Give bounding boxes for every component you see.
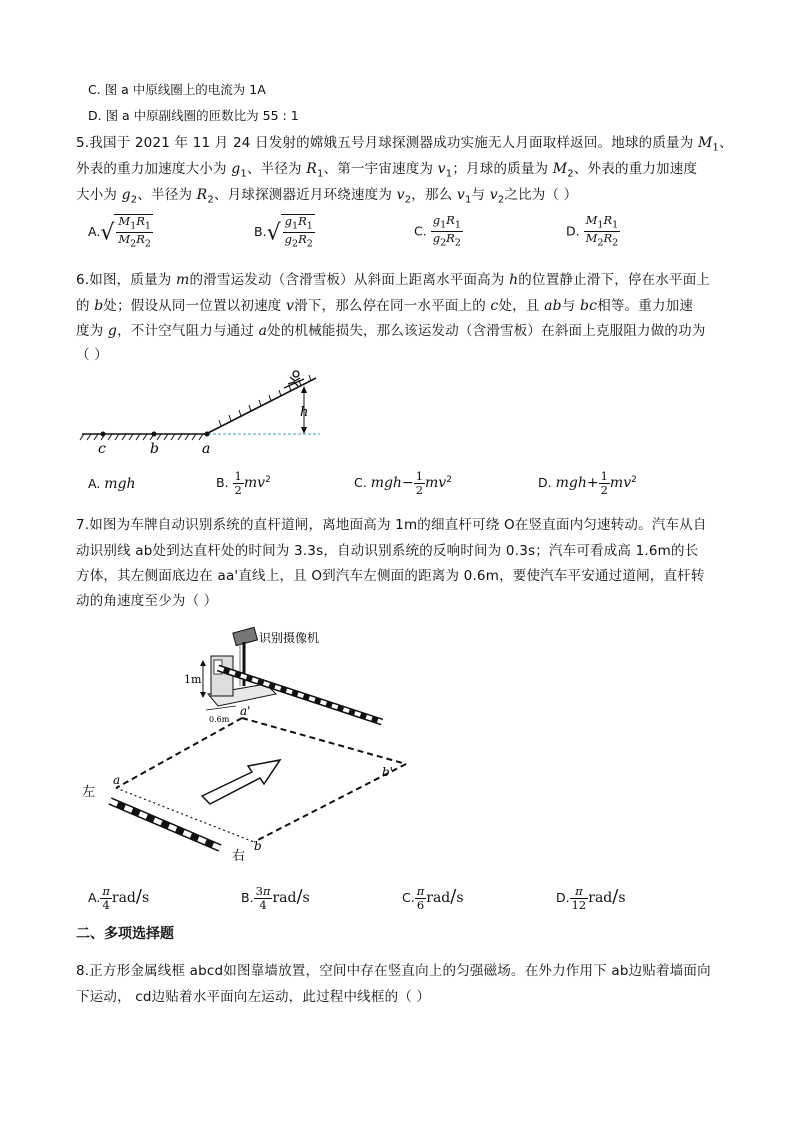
q6-option-b[interactable]: B. $\frac{1}{2}$ $mv^2$ [216,469,271,497]
camera-label: 识别摄像机 [259,631,320,645]
direction-arrow-icon [202,760,280,804]
label-c: c [98,441,106,457]
q6-option-d[interactable]: D. mgh+ $\frac{1}{2}$ $mv^2$ [538,469,637,497]
q5-line-3: 大小为 $g_2$、半径为 $R_2$、月球探测器近月环绕速度为 $v_2$，那么 $v_1$与 $v_2$之比为（ ） [76,187,578,206]
q7-line-1: 7.如图为车牌自动识别系统的直杆道闸，离地面高为 1m的细直杆可绕 O在竖直面内匀速转动。汽车从自 [76,517,707,533]
q7-option-a[interactable]: A. $\frac{\pi}{4}$ rad/s [88,884,150,912]
q5-line-1: 5.我国于 2021 年 11 月 24 日发射的嫦娥五号月球探测器成功实施无人月面取样返回。地球的质量为 $M_1$、 [76,135,733,154]
q5-option-c[interactable]: C. $\frac{g_1R_1}{g_2R_2}$ [414,213,461,249]
q5-line-2: 外表的重力加速度大小为 $g_1$、半径为 $R_1$、第一宇宙速度为 $v_1$；月球的质量为 $M_2$、外表的重力加速度 [76,161,698,180]
label-a-prime: a' [240,704,251,718]
q4-option-c: C. 图 a 中原线圈上的电流为 1A [88,82,266,97]
label-b: b [150,441,159,457]
q5-option-b[interactable]: B.√ $\frac{g_1R_1}{g_2R_2}$ [254,214,313,250]
q6-line-1: 6.如图，质量为 m的滑雪运发动（含滑雪板）从斜面上距离水平面高为 h的位置静止滑下，停在水平面上 [76,272,711,288]
distance-label: 0.6m [209,715,230,724]
q5-option-d[interactable]: D. $\frac{M_1R_1}{M_2R_2}$ [566,213,619,249]
line-a-prime-b-prime [242,718,406,764]
q6-slope-figure [76,364,326,464]
label-h: h [300,405,309,420]
q4-option-d: D. 图 a 中原副线圈的匝数比为 55 : 1 [88,108,299,123]
q6-line-3: 度为 g，不计空气阻力与通过 a处的机械能损失，那么该运发动（含滑雪板）在斜面上克服阻力做的功为 [76,323,706,339]
q8-line-1: 8.正方形金属线框 abcd如图靠墙放置，空间中存在竖直向上的匀强磁场。在外力作用下 ab边贴着墙面向 [76,963,711,979]
section-heading: 二、多项选择题 [76,926,174,942]
label-right: 右 [232,849,246,864]
height-label: 1m [184,673,202,686]
line-aa-prime [116,718,242,788]
q5-option-a[interactable]: A.√ $\frac{M_1R_1}{M_2R_2}$ [88,214,152,250]
q7-line-3: 方体，其左侧面底边在 aa'直线上，且 O到汽车左侧面的距离为 0.6m，要使汽车平安通过道闸，直杆转 [76,568,705,584]
q6-option-a[interactable]: A. mgh [88,476,136,492]
q7-line-4: 动的角速度至少为（ ） [76,593,218,609]
label-a: a [202,441,211,457]
q6-line-2: 的 b处；假设从同一位置以初速度 v滑下，那么停在同一水平面上的 c处，且 ab与 bc相等。重力加速 [76,298,694,314]
q7-barrier-figure [76,624,416,869]
q7-option-c[interactable]: C. $\frac{\pi}{6}$ rad/s [402,884,464,912]
q7-option-b[interactable]: B. $\frac{3\pi}{4}$ rad/s [241,884,310,912]
q7-line-2: 动识别线 ab处到达直杆处的时间为 3.3s，自动识别系统的反响时间为 0.3s；汽车可看成高 1.6m的长 [76,543,699,559]
ground-hatch [80,434,203,440]
q6-line-4: （ ） [76,347,108,363]
q6-option-c[interactable]: C. mgh− $\frac{1}{2}$ $mv^2$ [354,469,452,497]
label-a: a [113,773,121,787]
label-b-prime: b' [382,765,393,779]
q7-option-d[interactable]: D. $\frac{\pi}{12}$ rad/s [556,884,626,912]
q8-line-2: 下运动， cd边贴着水平面向左运动，此过程中线框的（ ） [76,989,431,1005]
label-left: 左 [82,785,96,800]
label-b: b [254,839,262,853]
